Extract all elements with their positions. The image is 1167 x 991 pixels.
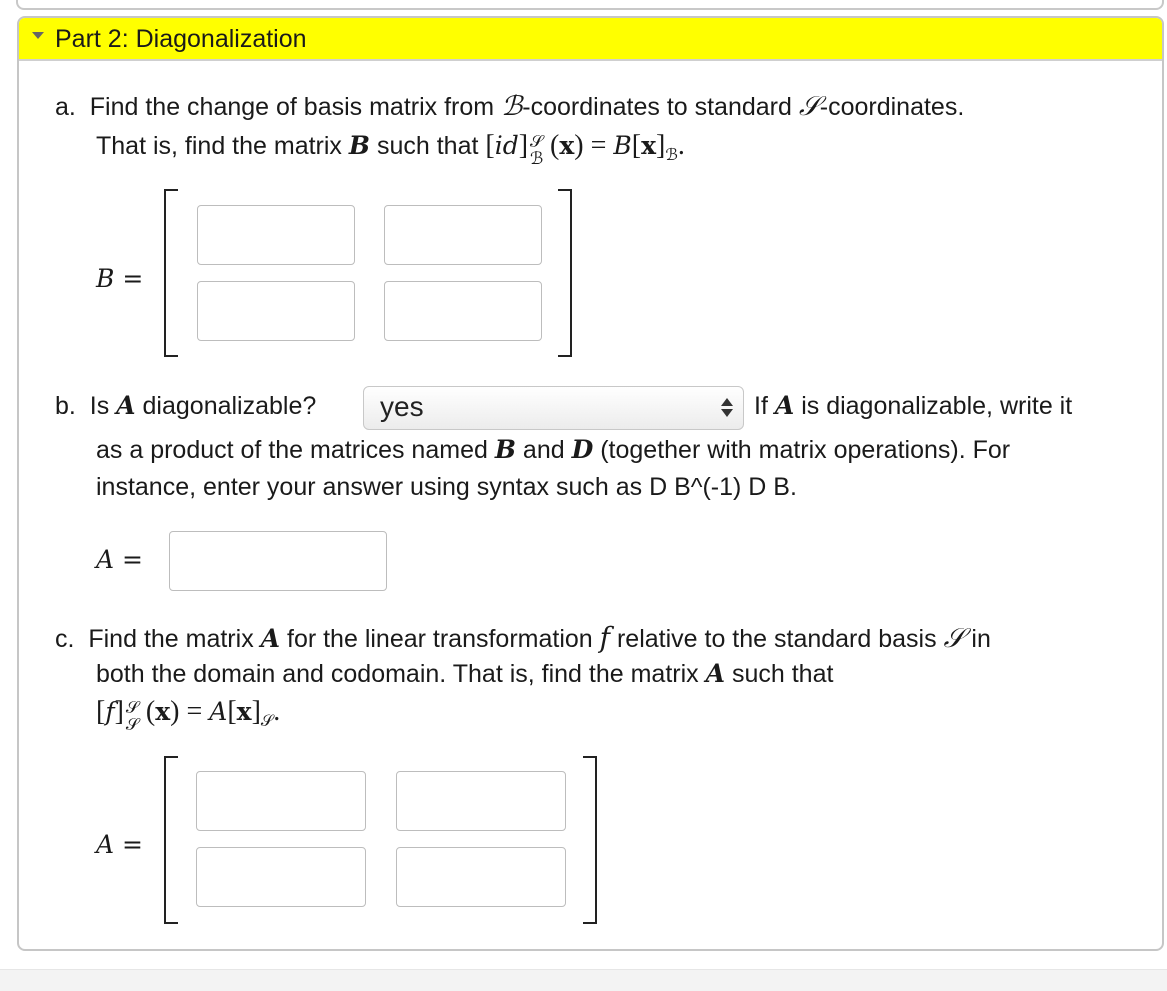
matrix-a-product-label: A = bbox=[96, 545, 143, 574]
collapse-caret-icon[interactable] bbox=[32, 32, 44, 39]
page-footer-strip bbox=[0, 969, 1167, 991]
matrix-b-input-r1c2[interactable] bbox=[384, 205, 542, 265]
part-c-line-1: c. Find the matrix A for the linear transformation f relative to the standard basis 𝒮 in bbox=[55, 621, 991, 654]
matrix-b-right-bracket bbox=[558, 189, 572, 357]
matrix-a-input-r1c2[interactable] bbox=[396, 771, 566, 831]
matrix-a-right-bracket bbox=[583, 756, 597, 924]
part-c-line-2: both the domain and codomain. That is, find the matrix A such that bbox=[96, 659, 834, 688]
matrix-a-input-r1c1[interactable] bbox=[196, 771, 366, 831]
part-title: Part 2: Diagonalization bbox=[55, 25, 307, 53]
part-header[interactable] bbox=[19, 18, 1162, 61]
matrix-b-input-r1c1[interactable] bbox=[197, 205, 355, 265]
matrix-a-input-r2c1[interactable] bbox=[196, 847, 366, 907]
part-b-line-3: instance, enter your answer using syntax such as D B^(-1) D B. bbox=[96, 473, 797, 501]
matrix-b-label: B = bbox=[96, 264, 144, 293]
matrix-b-input-r2c1[interactable] bbox=[197, 281, 355, 341]
matrix-b-input-r2c2[interactable] bbox=[384, 281, 542, 341]
matrix-a-left-bracket bbox=[164, 756, 178, 924]
part-b-line-2: as a product of the matrices named B and D (together with matrix operations). For bbox=[96, 435, 1011, 464]
matrix-b-left-bracket bbox=[164, 189, 178, 357]
part-b-line-1-end: If A is diagonalizable, write it bbox=[754, 391, 1073, 420]
previous-panel-edge bbox=[16, 0, 1164, 10]
diagonalizable-select[interactable] bbox=[363, 386, 744, 430]
select-arrows-icon bbox=[721, 396, 733, 420]
select-value: yes bbox=[380, 391, 424, 422]
matrix-a-input-r2c2[interactable] bbox=[396, 847, 566, 907]
matrix-a-label: A = bbox=[96, 830, 143, 859]
part-c-line-3: [f] 𝒮 𝒮 $(x) = A[x]_𝒮$. bbox=[96, 696, 281, 734]
a-product-input[interactable] bbox=[169, 531, 387, 591]
part-a-line-1: a. Find the change of basis matrix from ℬ-coordinates to standard 𝒮-coordinates. bbox=[55, 91, 965, 122]
part-b-line-1: b. Is A diagonalizable? bbox=[55, 391, 317, 420]
part-a-line-2: That is, find the matrix B such that [id] 𝒮 ℬ $(x) = B[x]_ℬ$. bbox=[96, 130, 685, 168]
